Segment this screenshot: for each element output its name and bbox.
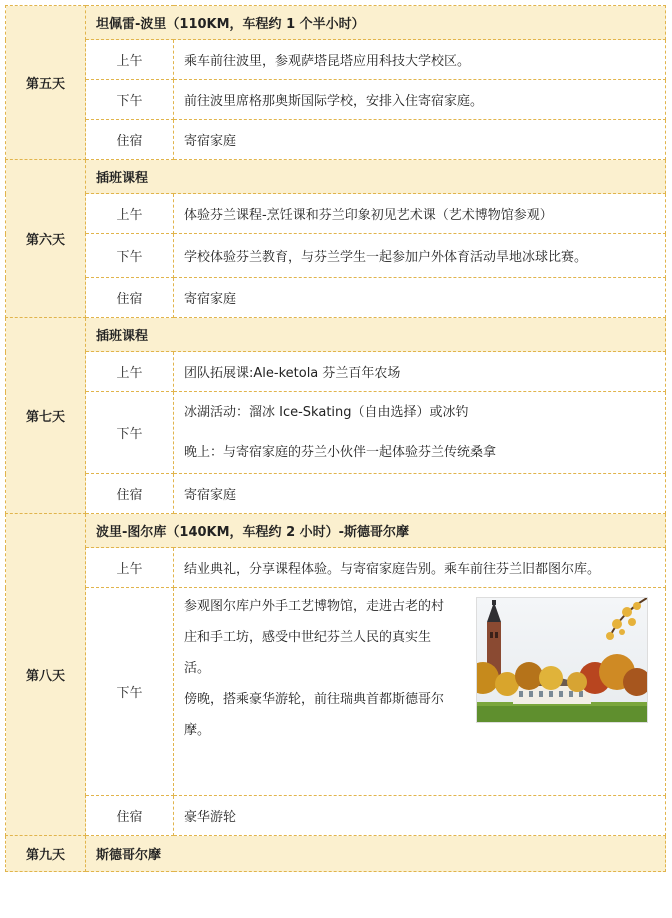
description-line: 摩。 [184, 722, 211, 738]
slot-description: 寄宿家庭 [174, 278, 666, 318]
description-line: 晚上：与寄宿家庭的芬兰小伙伴一起体验芬兰传统桑拿 [184, 444, 497, 460]
slot-label: 下午 [86, 234, 174, 278]
slot-description: 寄宿家庭 [174, 474, 666, 514]
slot-description: 学校体验芬兰教育，与芬兰学生一起参加户外体育活动旱地冰球比赛。 [174, 234, 666, 278]
description-line: 活。 [184, 660, 211, 676]
day-label: 第七天 [6, 318, 86, 514]
itinerary-table [5, 5, 666, 872]
slot-description: 结业典礼，分享课程体验。与寄宿家庭告别。乘车前往芬兰旧都图尔库。 [174, 548, 666, 588]
description-line: 冰湖活动：溜冰 Ice-Skating（自由选择）或冰钓 [184, 404, 469, 420]
slot-label: 上午 [86, 352, 174, 392]
slot-description: 体验芬兰课程-烹饪课和芬兰印象初见艺术课（艺术博物馆参观） [174, 194, 666, 234]
description-line: 傍晚，搭乘豪华游轮，前往瑞典首都斯德哥尔 [184, 691, 445, 707]
slot-label: 下午 [86, 392, 174, 474]
day-header: 坦佩雷-波里（110KM，车程约 1 个半小时） [86, 6, 666, 40]
slot-description: 乘车前往波里，参观萨塔昆塔应用科技大学校区。 [174, 40, 666, 80]
day-label: 第八天 [6, 514, 86, 836]
slot-label: 住宿 [86, 278, 174, 318]
slot-label: 上午 [86, 194, 174, 234]
slot-label: 住宿 [86, 474, 174, 514]
slot-description [174, 392, 666, 474]
day-header: 斯德哥尔摩 [86, 836, 666, 872]
day-label: 第六天 [6, 160, 86, 318]
slot-label: 上午 [86, 548, 174, 588]
slot-description: 前往波里席格那奥斯国际学校，安排入住寄宿家庭。 [174, 80, 666, 120]
slot-label: 下午 [86, 80, 174, 120]
day-header: 插班课程 [86, 318, 666, 352]
slot-label: 住宿 [86, 796, 174, 836]
day-label: 第九天 [6, 836, 86, 872]
day-header: 波里-图尔库（140KM，车程约 2 小时）-斯德哥尔摩 [86, 514, 666, 548]
description-line: 庄和手工坊，感受中世纪芬兰人民的真实生 [184, 629, 432, 645]
day-label: 第五天 [6, 6, 86, 160]
description-line: 参观图尔库户外手工艺博物馆，走进古老的村 [184, 598, 445, 614]
turku-cathedral-photo [476, 597, 648, 723]
slot-label: 住宿 [86, 120, 174, 160]
day-header: 插班课程 [86, 160, 666, 194]
slot-description: 寄宿家庭 [174, 120, 666, 160]
slot-description: 团队拓展课:Ale-ketola 芬兰百年农场 [174, 352, 666, 392]
slot-label: 下午 [86, 588, 174, 796]
slot-description [174, 588, 666, 796]
slot-description: 豪华游轮 [174, 796, 666, 836]
slot-label: 上午 [86, 40, 174, 80]
